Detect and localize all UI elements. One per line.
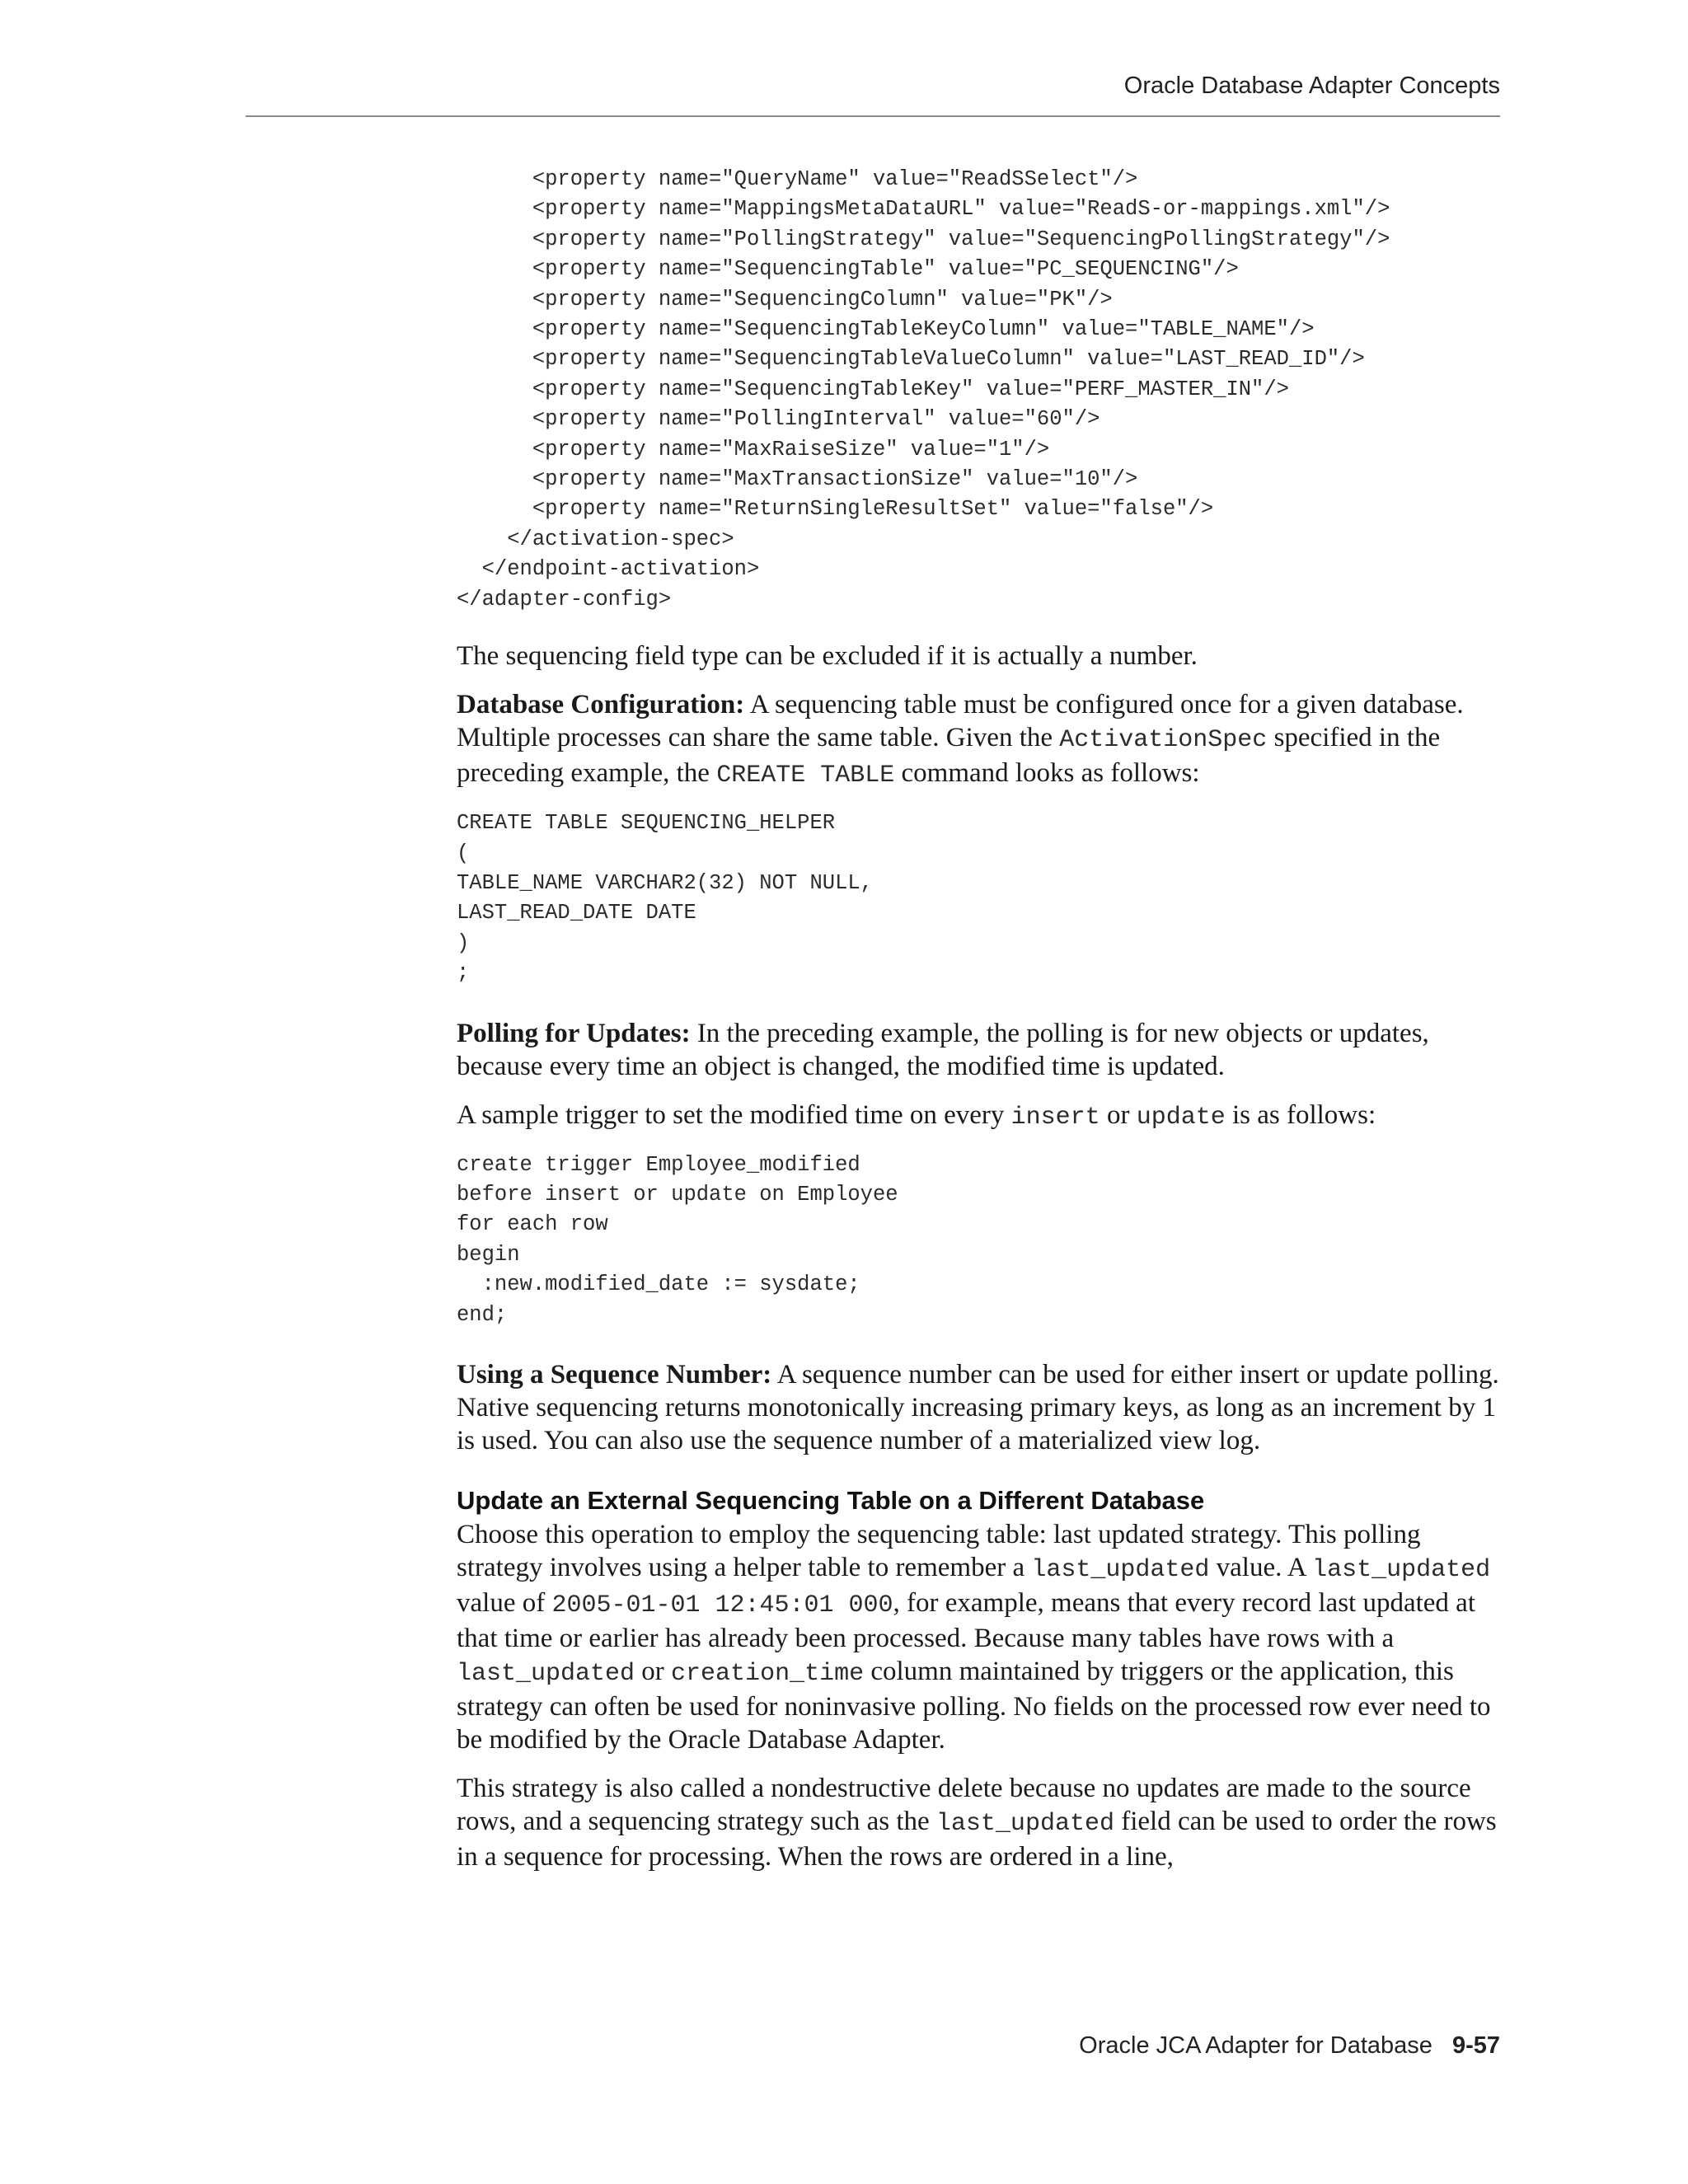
paragraph-database-configuration: [457, 688, 1503, 792]
text-run: This strategy is also called a nondestructive delete because no updates are made to the source rows, and a sequencing strategy such as the: [457, 1773, 1471, 1836]
run-in-heading: Database Configuration:: [457, 690, 745, 720]
page-footer: [824, 2032, 1500, 2060]
code-block-trigger: [457, 1151, 1503, 1330]
text-run: , for example, means that every record last updated at that time or earlier has already been processed. Because many tables have rows with a: [457, 1587, 1475, 1653]
code-line: </activation-spec>: [457, 527, 734, 551]
paragraph-sequencing-field-type: The sequencing field type can be excluded if it is actually a number.: [457, 641, 1198, 672]
text-run: field can be used to order the rows in a sequence for processing. When the rows are ordered in a line,: [457, 1806, 1497, 1872]
text-run: A sample trigger to set the modified time on every: [457, 1099, 1011, 1130]
code-line: <property name="MappingsMetaDataURL" value="ReadS-or-mappings.xml"/>: [457, 197, 1390, 222]
code-line: <property name="SequencingTableKeyColumn" value="TABLE_NAME"/>: [457, 317, 1315, 342]
code-line: <property name="SequencingTableValueColumn" value="LAST_READ_ID"/>: [457, 347, 1365, 372]
code-line: </endpoint-activation>: [457, 557, 760, 582]
code-line: <property name="PollingInterval" value="60"/>: [457, 407, 1100, 432]
text-run: command looks as follows:: [894, 758, 1200, 789]
inline-code: last_updated: [1031, 1555, 1210, 1584]
inline-code: last_updated: [935, 1809, 1114, 1838]
code-line: create trigger Employee_modified: [457, 1152, 860, 1177]
inline-code: last_updated: [457, 1659, 635, 1688]
text-run: In the preceding example, the polling is for new objects or updates, because every time an object is changed, the modified time is updated.: [457, 1018, 1429, 1081]
code-line: :new.modified_date := sysdate;: [457, 1272, 860, 1297]
inline-code: 2005-01-01 12:45:01 000: [551, 1591, 893, 1619]
inline-code: update: [1136, 1103, 1226, 1132]
running-header: [246, 73, 1500, 117]
code-line: begin: [457, 1242, 520, 1267]
footer-book-title: Oracle JCA Adapter for Database: [1079, 2032, 1432, 2059]
text-run: column maintained by triggers or the application, this strategy can often be used for noninvasive polling. No fields on the processed row ever need to be modified by the Oracle Database Adapter.: [457, 1656, 1491, 1755]
code-line: before insert or update on Employee: [457, 1182, 898, 1207]
code-line: for each row: [457, 1212, 608, 1237]
paragraph-last-updated-strategy: [457, 1518, 1503, 1756]
run-in-heading: Using a Sequence Number:: [457, 1359, 772, 1390]
paragraph-sample-trigger: [457, 1099, 1503, 1134]
inline-code: creation_time: [671, 1659, 865, 1688]
code-line: (: [457, 841, 470, 865]
code-line: <property name="SequencingTableKey" value="PERF_MASTER_IN"/>: [457, 377, 1289, 401]
code-line: <property name="MaxTransactionSize" value="10"/>: [457, 467, 1138, 492]
header-title: Oracle Database Adapter Concepts: [1123, 73, 1500, 99]
text-run: value. A: [1209, 1552, 1313, 1582]
code-line: ): [457, 930, 470, 955]
run-in-heading: Polling for Updates:: [457, 1018, 691, 1048]
code-line: end;: [457, 1302, 508, 1327]
code-line: LAST_READ_DATE DATE: [457, 901, 696, 926]
code-line: <property name="QueryName" value="ReadSSelect"/>: [457, 167, 1138, 191]
text-run: or: [635, 1656, 672, 1686]
text-run: is as follows:: [1225, 1099, 1376, 1130]
inline-code: last_updated: [1312, 1555, 1491, 1584]
paragraph-sequence-number: [457, 1358, 1503, 1457]
code-line: <property name="SequencingColumn" value="PK"/>: [457, 287, 1113, 312]
code-line: CREATE TABLE SEQUENCING_HELPER: [457, 811, 836, 836]
page-content: [457, 165, 1503, 1873]
inline-code: ActivationSpec: [1059, 726, 1268, 755]
code-line: ;: [457, 961, 470, 986]
code-line: <property name="MaxRaiseSize" value="1"/>: [457, 437, 1050, 462]
text-run: specified in the preceding example, the: [457, 723, 1441, 789]
page-number: 9-57: [1451, 2032, 1500, 2059]
code-line: <property name="SequencingTable" value="PC_SEQUENCING"/>: [457, 257, 1239, 282]
paragraph-nondestructive-delete: [457, 1772, 1503, 1873]
text-run: Choose this operation to employ the sequencing table: last updated strategy. This polling strategy involves using a helper table to remember a: [457, 1519, 1421, 1582]
code-block-create-table: [457, 808, 1503, 988]
code-line: TABLE_NAME VARCHAR2(32) NOT NULL,: [457, 870, 873, 895]
code-block-adapter-config: [457, 165, 1503, 615]
paragraph-polling-for-updates: [457, 1017, 1503, 1083]
inline-code: CREATE TABLE: [716, 762, 895, 790]
text-run: or: [1100, 1099, 1137, 1130]
text-run: A sequencing table must be configured once for a given database. Multiple processes can share the same table. Given the: [457, 690, 1464, 753]
section-heading: Update an External Sequencing Table on a Different Database: [457, 1485, 1205, 1515]
inline-code: insert: [1010, 1103, 1100, 1132]
code-line: <property name="ReturnSingleResultSet" value="false"/>: [457, 497, 1214, 522]
text-run: value of: [457, 1587, 552, 1618]
code-line: <property name="PollingStrategy" value="SequencingPollingStrategy"/>: [457, 227, 1390, 251]
code-line: </adapter-config>: [457, 587, 672, 612]
text-run: A sequence number can be used for either insert or update polling. Native sequencing returns monotonically increasing primary keys, as long as an increment by 1 is used. You can also use the sequence number of a materialized view log.: [457, 1359, 1499, 1455]
